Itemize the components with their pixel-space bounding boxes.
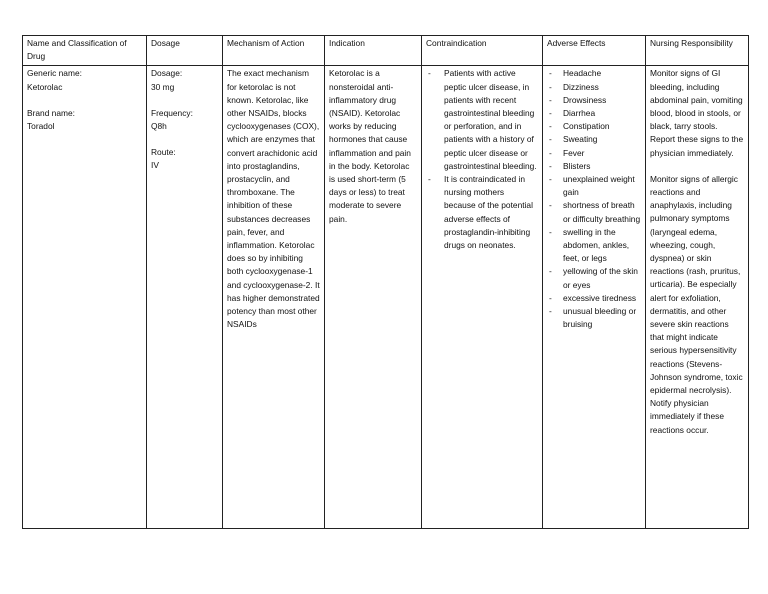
brand-name-value: Toradol xyxy=(27,121,55,132)
adverse-effect-item: - Sweating xyxy=(547,133,641,146)
cell-indication xyxy=(325,66,422,529)
frequency-value: Q8h xyxy=(151,121,167,132)
adverse-effect-item: - excessive tiredness xyxy=(547,292,641,305)
contraindication-item: - It is contraindicated in nursing mothers because of the potential adverse effects of prostaglandin-inhibiting drugs on neonates. xyxy=(426,173,538,252)
nursing-allergic-reaction-text: Monitor signs of allergic reactions and anaphylaxis, including pulmonary symptoms (laryngeal edema, wheezing, cough, dyspnea) or skin reactions (rash, pruritus, urticaria). Be especially alert for exfoliation, dermatitis, and other severe skin reactions that might indicate serious hypersensitivity reactions (Stevens-Johnson syndrome, toxic epidermal necrolysis). Notify physician immediately if these reactions occur. xyxy=(650,173,743,435)
cell-dosage xyxy=(147,66,223,529)
adverse-effect-item: - Blisters xyxy=(547,160,641,173)
adverse-effect-item: - shortness of breath or difficulty breathing xyxy=(547,199,641,225)
nursing-gi-bleeding-text: Monitor signs of GI bleeding, including abdominal pain, vomiting blood, blood in stools, or black, tarry stools. Report these signs to the physician immediately. xyxy=(650,68,744,158)
dosage-label: Dosage: xyxy=(151,68,183,79)
mechanism-text: The exact mechanism for ketorolac is not known. Ketorolac, like other NSAIDs, blocks cyclooxygenases (COX), which are enzymes that convert arachidonic acid into prostaglandins, prostacyclin, and thromboxane. The inhibition of these substances decreases pain, fever, and inflammation. Ketorolac does so by inhibiting both cyclooxygenase-1 and cyclooxygenase-2. It has higher demonstrated potency than most other NSAIDs xyxy=(227,68,320,330)
dosage-value: 30 mg xyxy=(151,81,175,92)
brand-name-label: Brand name: xyxy=(27,107,75,118)
cell-contraindication xyxy=(422,66,543,529)
adverse-effect-item: - Fever xyxy=(547,147,641,160)
adverse-effect-item: - yellowing of the skin or eyes xyxy=(547,265,641,291)
adverse-effect-item: - Headache xyxy=(547,67,641,80)
cell-adverse-effects xyxy=(543,66,646,529)
header-indication: Indication xyxy=(325,36,422,66)
contraindication-list xyxy=(426,67,538,252)
generic-name-label: Generic name: xyxy=(27,68,82,79)
route-label: Route: xyxy=(151,147,176,158)
contraindication-item: - Patients with active peptic ulcer disease, in patients with recent gastrointestinal bleeding or perforation, and in patients with a history of peptic ulcer disease or gastrointestinal bleeding. xyxy=(426,67,538,173)
cell-nursing-responsibility xyxy=(646,66,749,529)
header-contraindication: Contraindication xyxy=(422,36,543,66)
header-mechanism: Mechanism of Action xyxy=(223,36,325,66)
header-row xyxy=(23,36,749,66)
indication-text: Ketorolac is a nonsteroidal anti-inflammatory drug (NSAID). Ketorolac works by reducing hormones that cause inflammation and pain in the body. Ketorolac is used short-term (5 days or less) to treat moderate to severe pain. xyxy=(329,68,411,224)
adverse-effect-item: - Constipation xyxy=(547,120,641,133)
adverse-effect-item: - Drowsiness xyxy=(547,94,641,107)
cell-mechanism xyxy=(223,66,325,529)
header-adverse-effects: Adverse Effects xyxy=(543,36,646,66)
header-name-classification: Name and Classification of Drug xyxy=(23,36,147,66)
route-value: IV xyxy=(151,160,159,171)
cell-name-classification xyxy=(23,66,147,529)
header-dosage: Dosage xyxy=(147,36,223,66)
adverse-effect-item: - Dizziness xyxy=(547,81,641,94)
adverse-effects-list xyxy=(547,67,641,331)
generic-name-value: Ketorolac xyxy=(27,81,63,92)
adverse-effect-item: - swelling in the abdomen, ankles, feet, or legs xyxy=(547,226,641,266)
header-nursing-responsibility: Nursing Responsibility xyxy=(646,36,749,66)
adverse-effect-item: - Diarrhea xyxy=(547,107,641,120)
frequency-label: Frequency: xyxy=(151,107,193,118)
adverse-effect-item: - unexplained weight gain xyxy=(547,173,641,199)
drug-study-table xyxy=(22,35,749,529)
adverse-effect-item: - unusual bleeding or bruising xyxy=(547,305,641,331)
drug-row xyxy=(23,66,749,529)
